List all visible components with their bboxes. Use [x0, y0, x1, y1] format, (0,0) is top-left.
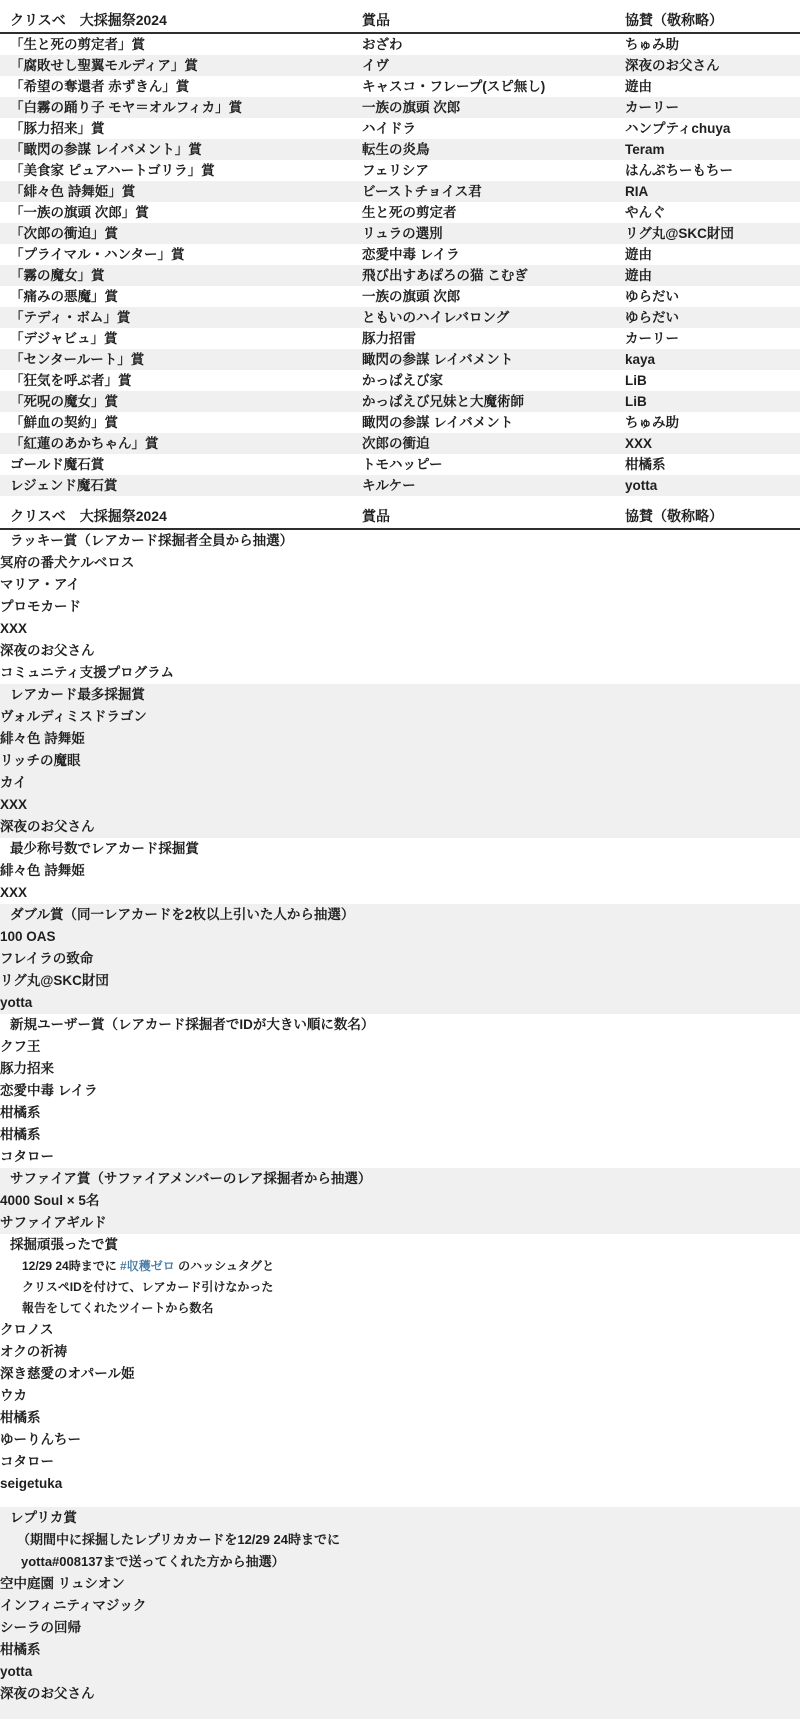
award-section-effort: [0, 1234, 800, 1495]
table-row: [0, 118, 800, 139]
prize-column: [0, 1319, 800, 1407]
prize-cell: 緋々色 詩舞姫: [0, 731, 85, 746]
award-title: 新規ユーザー賞（レアカード採掘者でIDが大きい順に数名）: [10, 1017, 375, 1032]
table-row: [0, 181, 800, 202]
sponsor-cell: yotta: [0, 1664, 33, 1679]
table-row: [0, 454, 800, 475]
sponsor-cell: 遊由: [625, 268, 652, 283]
sponsor-cell: サファイアギルド: [0, 1215, 107, 1230]
award-cell: 「狂気を呼ぶ者」賞: [10, 373, 132, 388]
sponsor-cell: 遊由: [625, 247, 652, 262]
prize-cell: トモハッピー: [362, 457, 443, 472]
sponsor-cell: RIA: [625, 184, 649, 199]
note-text: 12/29 24時までに: [22, 1259, 121, 1273]
sponsor-cell: XXX: [0, 885, 28, 900]
table-row: [0, 433, 800, 454]
table-row: [0, 202, 800, 223]
table-row: [0, 328, 800, 349]
prize-column: [0, 860, 800, 882]
award-cell: 「鮮血の契約」賞: [10, 415, 118, 430]
award-cell: 「紅蓮のあかちゃん」賞: [10, 436, 159, 451]
sponsor-cell: 柑橘系: [0, 1410, 41, 1425]
award-title: レプリカ賞: [10, 1510, 77, 1525]
sponsor-cell: XXX: [0, 797, 28, 812]
prize-cell: クフ王: [0, 1039, 41, 1054]
sponsor-cell: 柑橘系: [625, 457, 666, 472]
sponsor-column: [0, 1639, 800, 1705]
prize-cell: 一族の旗頭 次郎: [362, 100, 461, 115]
award-section-sapphire: [0, 1168, 800, 1234]
prize-cell: 飛び出すあぽろの猫 こむぎ: [362, 268, 528, 283]
table-row: [0, 391, 800, 412]
prize-cell: リッチの魔眼: [0, 753, 81, 768]
note-line: yotta#008137まで送ってくれた方から抽選）: [21, 1554, 285, 1569]
award-cell: 「プライマル・ハンター」賞: [10, 247, 185, 262]
table-row: [0, 76, 800, 97]
sponsor-cell: リグ丸@SKC財団: [0, 973, 109, 988]
award-cell: 「白霧の踊り子 モヤ＝オルフィカ」賞: [10, 100, 243, 115]
lower-table-header: [0, 506, 800, 530]
prize-cell: 次郎の衝迫: [362, 436, 430, 451]
column-header-sponsor: 協賛（敬称略）: [625, 508, 723, 524]
sponsor-cell: Teram: [625, 142, 665, 157]
prize-cell: インフィニティマジック: [0, 1598, 147, 1613]
upper-table-body: [0, 34, 800, 496]
sponsor-cell: yotta: [0, 995, 33, 1010]
prize-cell: 豚力招来: [0, 1061, 54, 1076]
award-section-lucky: [0, 530, 800, 684]
prize-column: [0, 1036, 800, 1102]
table-row: [0, 412, 800, 433]
award-cell: 「次郎の衝迫」賞: [10, 226, 118, 241]
prize-cell: 100 OAS: [0, 929, 56, 944]
prize-cell: 冥府の番犬ケルベロス: [0, 555, 135, 570]
table-row: [0, 265, 800, 286]
prize-column: [0, 1190, 800, 1212]
prize-cell: オクの祈祷: [0, 1344, 68, 1359]
prize-cell: 深き慈愛のオパール姫: [0, 1366, 135, 1381]
sponsor-cell: コタロー: [0, 1149, 54, 1164]
prize-cell: ハイドラ: [362, 121, 416, 136]
sponsor-cell: カーリー: [625, 100, 679, 115]
sponsor-cell: コタロー: [0, 1454, 54, 1469]
table-row: [0, 349, 800, 370]
prize-cell: ビーストチョイス君: [362, 184, 482, 199]
sponsor-cell: やんぐ: [625, 205, 666, 220]
sponsor-cell: ちゅみ助: [625, 37, 679, 52]
table-row: [0, 286, 800, 307]
award-section-new-user: [0, 1014, 800, 1168]
sponsor-cell: 遊由: [625, 79, 652, 94]
note-line: 報告をしてくれたツイートから数名: [22, 1301, 214, 1315]
award-cell: 「デジャビュ」賞: [10, 331, 118, 346]
prize-cell: ともいのハイレバロング: [362, 310, 510, 325]
table-row: [0, 139, 800, 160]
note-line: [0, 1256, 800, 1277]
table-row: [0, 55, 800, 76]
lower-table-body: [0, 530, 800, 1719]
prize-cell: マリア・アイ: [0, 577, 80, 592]
prize-cell: 一族の旗頭 次郎: [362, 289, 461, 304]
sponsor-cell: リグ丸@SKC財団: [625, 226, 734, 241]
sponsor-cell: 深夜のお父さん: [0, 819, 95, 834]
award-title: 最少称号数でレアカード採掘賞: [10, 841, 199, 856]
sponsor-column: [0, 970, 800, 1014]
sponsor-cell: コミュニティ支援プログラム: [0, 665, 175, 680]
award-cell: [0, 1507, 800, 1573]
sponsor-column: [0, 618, 800, 684]
prize-column: [0, 552, 800, 618]
table-row: [0, 34, 800, 55]
sponsor-cell: カーリー: [625, 331, 679, 346]
award-cell: [0, 1014, 800, 1036]
sponsor-cell: 深夜のお父さん: [0, 1686, 95, 1701]
prize-cell: 瞰閃の参謀 レイバメント: [362, 415, 514, 430]
prize-column: [0, 926, 800, 970]
table-row: [0, 307, 800, 328]
sponsor-cell: ハンプティchuya: [625, 121, 731, 136]
sponsor-cell: LiB: [625, 394, 647, 409]
prize-cell: シーラの回帰: [0, 1620, 81, 1635]
prize-cell: 恋愛中毒 レイラ: [0, 1083, 98, 1098]
table-row: [0, 475, 800, 496]
lower-table: [0, 506, 800, 1719]
prize-cell: ヴォルディミスドラゴン: [0, 709, 147, 724]
prize-cell: 空中庭園 リュシオン: [0, 1576, 125, 1591]
upper-table: [0, 10, 800, 496]
prize-cell: 恋愛中毒 レイラ: [362, 247, 460, 262]
note-line: （期間中に採掘したレプリカカードを12/29 24時までに: [17, 1532, 340, 1547]
prize-cell: フレイラの致命: [0, 951, 94, 966]
column-header-prize: 賞品: [362, 12, 390, 28]
award-section-fewest-titles: [0, 838, 800, 904]
award-section-most-rare: [0, 684, 800, 838]
prize-cell: イヴ: [362, 58, 389, 73]
sponsor-cell: XXX: [0, 621, 28, 636]
prize-cell: クロノス: [0, 1322, 54, 1337]
sponsor-column: [0, 1102, 800, 1168]
award-cell: 「希望の奪還者 赤ずきん」賞: [10, 79, 190, 94]
award-cell: 「生と死の剪定者」賞: [10, 37, 145, 52]
prize-cell: キャスコ・フレープ(スピ無し): [362, 79, 546, 94]
award-section-replica: [0, 1507, 800, 1719]
sponsor-cell: yotta: [625, 478, 658, 493]
sponsor-cell: kaya: [625, 352, 656, 367]
prize-cell: かっぱえび兄妹と大魔術師: [362, 394, 524, 409]
sponsor-column: [0, 1407, 800, 1495]
award-cell: 「瞰閃の参謀 レイバメント」賞: [10, 142, 202, 157]
sponsor-cell: 深夜のお父さん: [625, 58, 720, 73]
award-cell: 「死呪の魔女」賞: [10, 394, 118, 409]
prize-cell: 瞰閃の参謀 レイバメント: [362, 352, 514, 367]
prize-cell: 生と死の剪定者: [362, 205, 457, 220]
award-cell: 「センタールート」賞: [10, 352, 145, 367]
table-row: [0, 97, 800, 118]
column-header-prize: 賞品: [362, 508, 390, 524]
award-cell: 「緋々色 詩舞姫」賞: [10, 184, 136, 199]
table-title: クリスベ 大採掘祭2024: [10, 508, 167, 524]
sponsor-cell: ゆーりんちー: [0, 1432, 81, 1447]
award-cell: 「一族の旗頭 次郎」賞: [10, 205, 149, 220]
sponsor-column: [0, 1212, 800, 1234]
prize-cell: フェリシア: [362, 163, 429, 178]
award-cell: [0, 1168, 800, 1190]
prize-cell: おざわ: [362, 37, 403, 52]
award-cell: [0, 684, 800, 706]
sponsor-cell: seigetuka: [0, 1476, 63, 1491]
note-line: クリスペIDを付けて、レアカード引けなかった: [22, 1280, 274, 1294]
sponsor-cell: はんぷちーもちー: [625, 163, 733, 178]
award-cell: [0, 838, 800, 860]
award-cell: ゴールド魔石賞: [10, 457, 105, 472]
award-title: サファイア賞（サファイアメンバーのレア採掘者から抽選）: [10, 1171, 372, 1186]
prize-column: [0, 1573, 800, 1639]
sponsor-cell: 柑橘系: [0, 1642, 41, 1657]
table-row: [0, 160, 800, 181]
table-row: [0, 244, 800, 265]
sponsor-cell: ゆらだい: [625, 289, 679, 304]
table-row: [0, 370, 800, 391]
award-cell: 「霧の魔女」賞: [10, 268, 105, 283]
award-cell: 「痛みの悪魔」賞: [10, 289, 118, 304]
award-title: ラッキー賞（レアカード採掘者全員から抽選）: [10, 533, 294, 548]
award-title: レアカード最多採掘賞: [10, 687, 145, 702]
sponsor-cell: LiB: [625, 373, 647, 388]
award-cell: 「美食家 ピュアハートゴリラ」賞: [10, 163, 215, 178]
upper-table-header: [0, 10, 800, 34]
prize-column: [0, 706, 800, 772]
award-title: 採掘頑張ったで賞: [10, 1237, 118, 1252]
award-cell: 「豚力招来」賞: [10, 121, 105, 136]
prize-cell: キルケー: [362, 478, 416, 493]
prize-cell: 豚力招雷: [362, 331, 416, 346]
award-cell: レジェンド魔石賞: [10, 478, 118, 493]
award-section-double: [0, 904, 800, 1014]
prize-cell: プロモカード: [0, 599, 81, 614]
award-cell: 「腐敗せし聖翼モルディア」賞: [10, 58, 198, 73]
award-title: ダブル賞（同一レアカードを2枚以上引いた人から抽選）: [10, 907, 355, 922]
table-row: [0, 223, 800, 244]
table-title: クリスベ 大採掘祭2024: [10, 12, 167, 28]
award-cell: [0, 1234, 800, 1319]
sponsor-cell: 柑橘系: [0, 1127, 41, 1142]
prize-cell: 緋々色 詩舞姫: [0, 863, 85, 878]
prize-cell: 転生の炎鳥: [362, 142, 430, 157]
sponsor-cell: ゆらだい: [625, 310, 679, 325]
prize-cell: かっぱえび家: [362, 373, 443, 388]
award-cell: 「テディ・ボム」賞: [10, 310, 131, 325]
note-text: のハッシュタグと: [174, 1259, 275, 1273]
sponsor-column: [0, 772, 800, 838]
sponsor-cell: 深夜のお父さん: [0, 643, 95, 658]
sponsor-cell: ちゅみ助: [625, 415, 679, 430]
column-header-sponsor: 協賛（敬称略）: [625, 12, 723, 28]
prize-cell: リュラの選別: [362, 226, 443, 241]
award-cell: [0, 904, 800, 926]
sponsor-cell: 柑橘系: [0, 1105, 41, 1120]
sponsor-cell: XXX: [625, 436, 653, 451]
hashtag-link[interactable]: #収穫ゼロ: [120, 1259, 175, 1273]
prize-cell: ウカ: [0, 1388, 27, 1403]
sponsor-cell: カイ: [0, 775, 27, 790]
prize-cell: 4000 Soul × 5名: [0, 1193, 100, 1208]
award-cell: [0, 530, 800, 552]
sponsor-column: [0, 882, 800, 904]
